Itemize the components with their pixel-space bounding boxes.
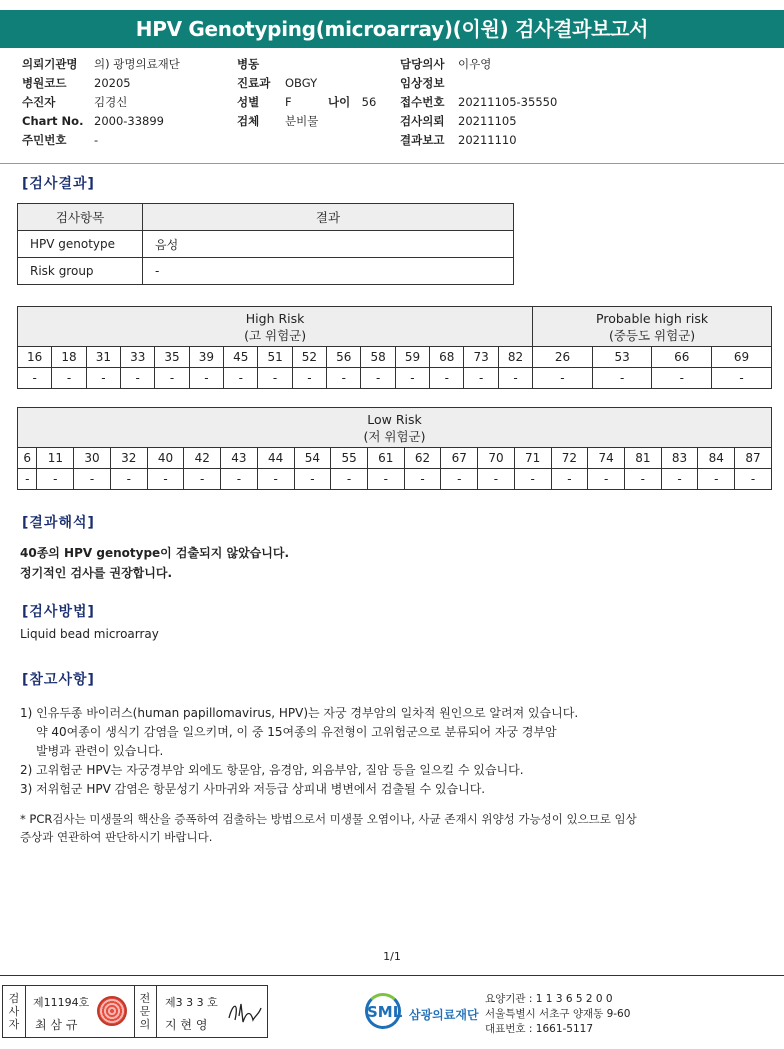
genotype-result-cell: -	[224, 368, 258, 389]
genotype-result-cell: -	[292, 368, 326, 389]
genotype-result-cell: -	[735, 469, 772, 490]
result-section-title: [검사결과]	[22, 176, 95, 192]
genotype-cell: 40	[147, 448, 184, 469]
genotype-result-cell: -	[294, 469, 331, 490]
genotype-cell: 30	[74, 448, 111, 469]
signature-box	[2, 985, 268, 1038]
genotype-cell: 74	[588, 448, 625, 469]
info-label: 주민번호	[22, 133, 67, 147]
high-risk-title: High Risk	[245, 310, 305, 326]
notes-section-title: [참고사항]	[22, 672, 95, 688]
age-label: 나이	[328, 95, 351, 109]
signature-icon	[225, 998, 263, 1026]
genotype-cell: 6	[18, 448, 37, 469]
specialist-name: 지 현 영	[165, 1018, 208, 1032]
info-value: 20211105-35550	[458, 95, 558, 109]
genotype-result-cell: -	[52, 368, 86, 389]
genotype-result-cell: -	[441, 469, 478, 490]
genotype-result-cell: -	[551, 469, 588, 490]
table-row	[18, 231, 514, 258]
age-field	[328, 93, 376, 112]
genotype-cell: 72	[551, 448, 588, 469]
genotype-result-cell: -	[588, 469, 625, 490]
info-row	[237, 55, 318, 74]
info-row	[400, 74, 557, 93]
genotype-result-cell: -	[478, 469, 515, 490]
note-line: 발병과 관련이 있습니다.	[36, 744, 164, 758]
genotype-cell: 69	[712, 347, 772, 368]
specialist-label: 전 문 의	[139, 992, 151, 1031]
genotype-result-cell: -	[18, 469, 37, 490]
genotype-result-cell: -	[110, 469, 147, 490]
seal-icon	[97, 996, 127, 1026]
genotype-cell: 42	[184, 448, 221, 469]
genotype-result-cell: -	[430, 368, 464, 389]
info-value: OBGY	[285, 76, 318, 90]
note-line: 2) 고위험군 HPV는 자궁경부암 외에도 항문암, 음경암, 외음부암, 질암 등을 일으킬 수 있습니다.	[20, 763, 524, 777]
low-risk-header	[18, 408, 772, 448]
genotype-result-cell: -	[661, 469, 698, 490]
info-label: 성별	[237, 95, 260, 109]
info-value: 김경신	[94, 95, 128, 109]
genotype-cell: 68	[430, 347, 464, 368]
genotype-cell: 35	[155, 347, 189, 368]
info-row	[400, 112, 557, 131]
info-value: 2000-33899	[94, 114, 164, 128]
genotype-cell: 66	[652, 347, 712, 368]
contact-info	[485, 992, 630, 1037]
examiner-name: 최 삼 규	[35, 1018, 78, 1032]
genotype-cell: 81	[624, 448, 661, 469]
genotype-result-cell: -	[698, 469, 735, 490]
genotype-cell: 45	[224, 347, 258, 368]
row-result: 음성	[143, 231, 514, 258]
genotype-cell: 33	[121, 347, 155, 368]
genotype-result-cell: -	[712, 368, 772, 389]
table-row	[18, 258, 514, 285]
genotype-cell: 44	[257, 448, 294, 469]
org-name: 삼광의료재단	[409, 1008, 479, 1022]
genotype-result-cell: -	[361, 368, 395, 389]
info-row	[22, 74, 180, 93]
genotype-result-cell: -	[189, 368, 223, 389]
genotype-cell: 58	[361, 347, 395, 368]
genotype-cell: 53	[592, 347, 652, 368]
genotype-result-cell: -	[121, 368, 155, 389]
genotype-result-cell: -	[184, 469, 221, 490]
info-row	[22, 112, 180, 131]
genotype-cell: 59	[395, 347, 429, 368]
genotype-cell: 84	[698, 448, 735, 469]
genotype-result-cell: -	[257, 469, 294, 490]
genotype-cell: 87	[735, 448, 772, 469]
genotype-cell: 31	[86, 347, 120, 368]
genotype-cell: 62	[404, 448, 441, 469]
genotype-result-cell: -	[331, 469, 368, 490]
info-label: 병동	[237, 57, 260, 71]
note-line: 약 40여종이 생식기 감염을 일으키며, 이 중 15여종의 유전형이 고위험군으로 분류되어 자궁 경부암	[36, 725, 557, 739]
genotype-result-cell: -	[464, 368, 498, 389]
info-value: 이우영	[458, 57, 492, 71]
page-number: 1/1	[383, 950, 401, 963]
genotype-result-cell: -	[74, 469, 111, 490]
report-title: HPV Genotyping(microarray)(이원) 검사결과보고서	[0, 10, 784, 48]
contact-line: 서울특별시 서초구 양재동 9-60	[485, 1008, 631, 1020]
info-value: 20211110	[458, 133, 517, 147]
info-label: 수진자	[22, 95, 56, 109]
footer-divider	[0, 975, 784, 976]
note-line: 3) 저위험군 HPV 감염은 항문성기 사마귀와 저등급 상피내 병변에서 검출될 수 있습니다.	[20, 782, 486, 796]
info-row	[400, 55, 557, 74]
info-value: -	[94, 133, 99, 147]
genotype-cell: 51	[258, 347, 292, 368]
genotype-cell: 39	[189, 347, 223, 368]
info-row	[22, 93, 180, 112]
col-item-header: 검사항목	[18, 204, 143, 231]
col-result-header: 결과	[143, 204, 514, 231]
info-value: F	[285, 95, 292, 109]
pcr-note-line: * PCR검사는 미생물의 핵산을 증폭하여 검출하는 방법으로서 미생물 오염이나, 사균 존재시 위양성 가능성이 있으므로 임상	[20, 812, 637, 826]
genotype-result-cell: -	[18, 368, 52, 389]
pcr-note-line: 증상과 연관하여 판단하시기 바랍니다.	[20, 830, 213, 844]
genotype-result-cell: -	[533, 368, 593, 389]
examiner-license: 제11194호	[33, 996, 90, 1009]
genotype-result-cell: -	[367, 469, 404, 490]
header-col-3	[400, 55, 557, 150]
genotype-cell: 11	[37, 448, 74, 469]
genotype-cell: 55	[331, 448, 368, 469]
info-row	[400, 93, 557, 112]
genotype-result-cell: -	[624, 469, 661, 490]
info-label: 검체	[237, 114, 260, 128]
high-risk-subtitle: (고 위험군)	[244, 327, 307, 343]
pcr-note	[20, 810, 770, 846]
info-row	[22, 131, 180, 150]
age-value: 56	[361, 95, 377, 109]
info-label: 결과보고	[400, 133, 445, 147]
high-risk-header	[18, 307, 533, 347]
info-value: 분비물	[285, 114, 319, 128]
genotype-cell: 52	[292, 347, 326, 368]
contact-line: 요양기관 : 1 1 3 6 5 2 0 0	[485, 993, 613, 1005]
info-label: 진료과	[237, 76, 271, 90]
header-col-2	[237, 55, 318, 131]
genotype-result-cell: -	[221, 469, 258, 490]
probable-risk-subtitle: (중등도 위험군)	[608, 327, 696, 343]
genotype-result-cell: -	[592, 368, 652, 389]
result-table	[17, 203, 514, 285]
interpretation-line: 정기적인 검사를 권장합니다.	[20, 566, 173, 580]
low-risk-title: Low Risk	[367, 411, 422, 427]
row-item: Risk group	[18, 258, 143, 285]
header-divider	[0, 163, 784, 164]
header-col-1	[22, 55, 180, 150]
probable-risk-header	[533, 307, 772, 347]
genotype-cell: 26	[533, 347, 593, 368]
genotype-cell: 70	[478, 448, 515, 469]
genotype-result-cell: -	[147, 469, 184, 490]
genotype-result-cell: -	[404, 469, 441, 490]
genotype-cell: 73	[464, 347, 498, 368]
info-label: 접수번호	[400, 95, 445, 109]
high-risk-table	[17, 306, 772, 389]
info-value: 20211105	[458, 114, 517, 128]
genotype-result-cell: -	[37, 469, 74, 490]
genotype-cell: 83	[661, 448, 698, 469]
genotype-result-cell: -	[652, 368, 712, 389]
logo-text: SML	[367, 1003, 403, 1021]
row-item: HPV genotype	[18, 231, 143, 258]
note-line: 1) 인유두종 바이러스(human papillomavirus, HPV)는 자궁 경부암의 일차적 원인으로 알려져 있습니다.	[20, 706, 579, 720]
probable-risk-title: Probable high risk	[596, 310, 709, 326]
info-row	[22, 55, 180, 74]
genotype-cell: 18	[52, 347, 86, 368]
info-row	[400, 131, 557, 150]
genotype-result-cell: -	[395, 368, 429, 389]
info-label: 담당의사	[400, 57, 445, 71]
interpretation-text	[20, 543, 289, 583]
method-text: Liquid bead microarray	[20, 627, 159, 641]
genotype-cell: 67	[441, 448, 478, 469]
row-result: -	[143, 258, 514, 285]
genotype-cell: 16	[18, 347, 52, 368]
genotype-result-cell: -	[155, 368, 189, 389]
info-label: 검사의뢰	[400, 114, 445, 128]
info-row	[237, 74, 318, 93]
method-section-title: [검사방법]	[22, 604, 95, 620]
genotype-cell: 56	[327, 347, 361, 368]
genotype-cell: 71	[514, 448, 551, 469]
info-row	[237, 112, 318, 131]
specialist-license: 제3 3 3 호	[165, 996, 218, 1009]
genotype-cell: 43	[221, 448, 258, 469]
genotype-result-cell: -	[258, 368, 292, 389]
genotype-result-cell: -	[86, 368, 120, 389]
genotype-result-cell: -	[498, 368, 532, 389]
low-risk-subtitle: (저 위험군)	[363, 428, 426, 444]
genotype-result-cell: -	[514, 469, 551, 490]
examiner-label: 검 사 자	[8, 992, 20, 1031]
genotype-cell: 32	[110, 448, 147, 469]
info-value: 의) 광명의료재단	[94, 57, 180, 71]
genotype-result-cell: -	[327, 368, 361, 389]
contact-line: 대표번호 : 1661-5117	[485, 1023, 594, 1035]
interpretation-section-title: [결과해석]	[22, 515, 95, 531]
info-label: Chart No.	[22, 114, 84, 128]
genotype-cell: 61	[367, 448, 404, 469]
sml-logo	[365, 993, 479, 1029]
notes-list	[20, 704, 770, 799]
info-value: 20205	[94, 76, 131, 90]
info-label: 의뢰기관명	[22, 57, 78, 71]
info-label: 병원코드	[22, 76, 67, 90]
low-risk-table	[17, 407, 772, 490]
info-row	[237, 93, 318, 112]
genotype-cell: 82	[498, 347, 532, 368]
info-label: 임상정보	[400, 76, 445, 90]
interpretation-line: 40종의 HPV genotype이 검출되지 않았습니다.	[20, 546, 290, 560]
genotype-cell: 54	[294, 448, 331, 469]
